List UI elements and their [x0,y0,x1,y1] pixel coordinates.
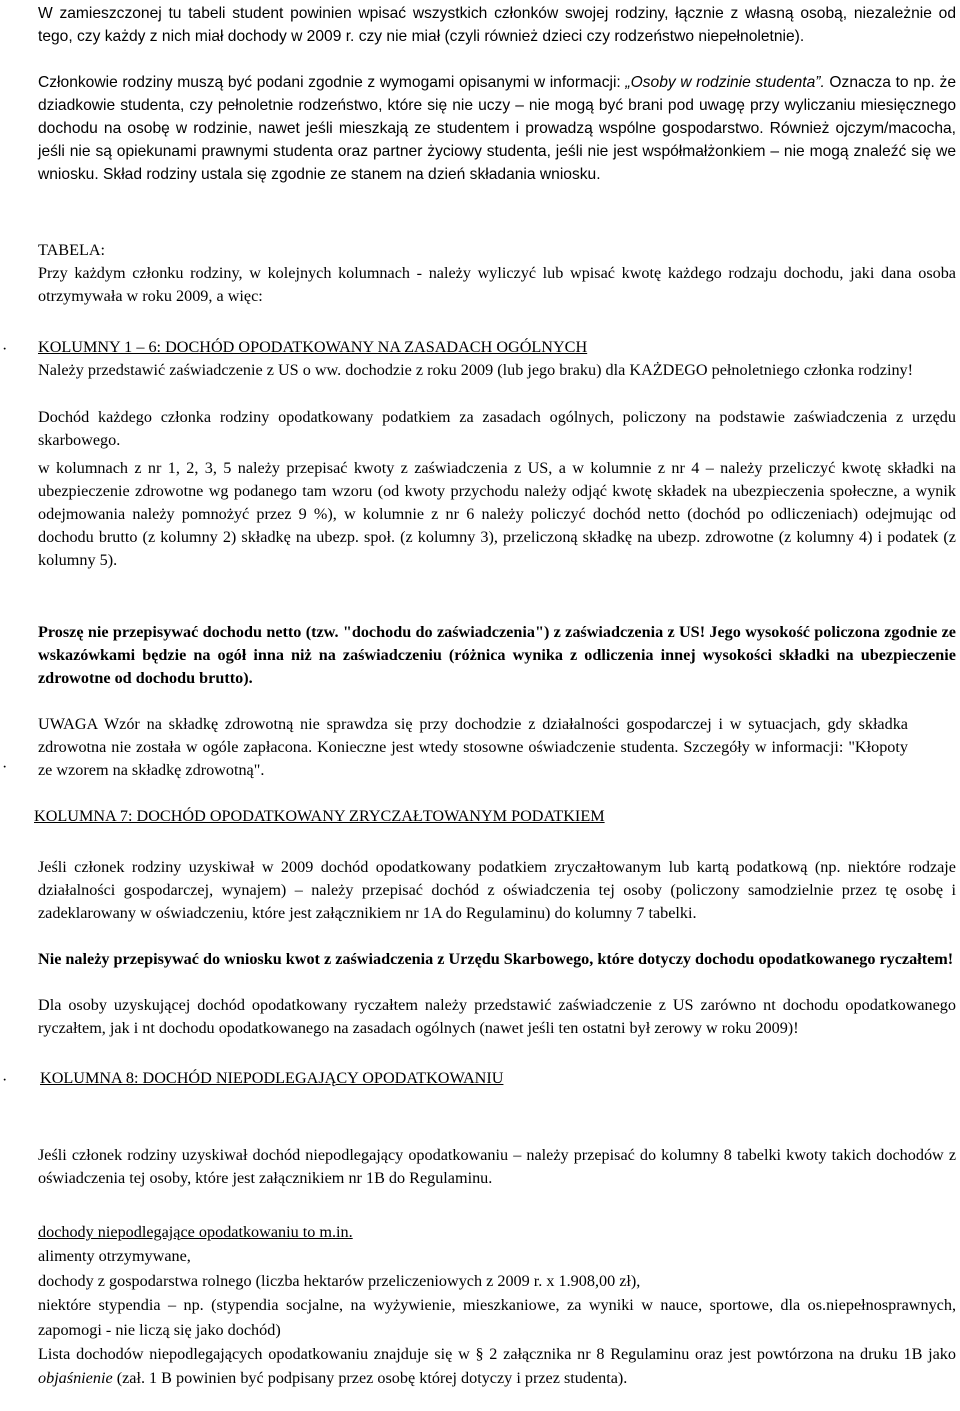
col1-6-bold-note: Proszę nie przepisywać dochodu netto (tzw. "dochodu do zaświadczenia") z zaświadczenia z US! Jego wysokość policzona zgodnie ze wskazówkami będzie na ogół inna niż na zaświadczeniu (różnica wynika z odliczenia innej wysokości składki na ubezpieczenie zdrowotne od dochodu brutto). [38,623,956,687]
list-item: niektóre stypendia – np. (stypendia socjalne, na wyżywienie, mieszkaniowe, za wyniki w nauce, sportowe, dla os.niepełnosprawnych, zapomogi - nie liczą się jako dochód) [38,1296,956,1339]
col7-paragraph-1: Jeśli członek rodziny uzyskiwał w 2009 dochód opodatkowany podatkiem zryczałtowanym lub kartą podatkową (np. niektóre rodzaje działalności gospodarczej, wynajem) – należy przepisać dochód z oświadczenia tej osoby (policzony samodzielnie przez tę osobę i zadeklarowany w oświadczeniu, które jest załącznikiem nr 1A do Regulaminu) do kolumny 7 tabelki. [38,858,956,922]
col1-6-paragraph-3: w kolumnach z nr 1, 2, 3, 5 należy przepisać kwoty z zaświadczenia z US, a w kolumnie z nr 4 – należy przeliczyć kwotę składki na ubezpieczenie zdrowotne wg podanego tam wzoru (od kwoty przychodu należy odjąć kwotę składek na ubezpieczenia społeczne, a wynik odejmowania należy pomnożyć przez 9 %), w kolumnie z nr 6 należy policzyć dochód netto (dochód po odliczeniach) odejmując od dochodu brutto (z kolumny 2) składkę na ubezp. społ. (z kolumny 3), przeliczoną składkę na ubezp. zdrowotne (z kolumny 4) i podatek (z kolumny 5). [38,459,956,569]
bullet: · [2,1072,8,1089]
section-title-col8: KOLUMNA 8: DOCHÓD NIEPODLEGAJĄCY OPODATKOWANIU [40,1069,504,1087]
col7-bold-note: Nie należy przepisywać do wniosku kwot z zaświadczenia z Urzędu Skarbowego, które dotyczy dochodu opodatkowanego ryczałtem! [38,950,954,968]
section-heading-col1-6 [38,336,587,359]
intro-p3-text: że dziadkowie studenta, czy pełnoletnie rodzeństwo, które się nie uczy – nie mogą być brani pod uwagę przy wyliczaniu miesięcznego dochodu na osobę w rodzinie, nawet jeśli mieszkają ze studentem i prowadzą wspólne gospodarstwo. Również ojczym/macocha, jeśli nie są opiekunami prawnymi studenta oraz partner życiowy studenta, jeśli nie jest współmałżonkiem – nie mogą znaleźć się we wniosku. Skład rodziny ustala się zgodnie ze stanem na dzień składania wniosku. [38,74,956,183]
col8-paragraph-1: Jeśli członek rodziny uzyskiwał dochód niepodlegający opodatkowaniu – należy przepisać do kolumny 8 tabelki kwoty takich dochodów z oświadczenia tej osoby, które jest załącznikiem nr 1B do Regulaminu. [38,1146,956,1187]
bullet: · [2,759,8,776]
intro-p2-italic: „Osoby w rodzinie studenta”. [625,74,825,91]
last-tail: (zał. 1 B powinien być podpisany przez osobę której dotyczy i przez studenta). [112,1369,628,1388]
intro-p2-tail: Oznacza to np. [824,74,935,91]
list-title: dochody niepodlegające opodatkowaniu to m.in. [38,1223,353,1241]
list-last-paragraph [38,1342,956,1391]
col7-paragraph-2: Dla osoby uzyskującej dochód opodatkowany ryczałtem należy przedstawić zaświadczenie z US zarówno nt dochodu opodatkowanego ryczałtem, jak i nt dochodu opodatkowanego na zasadach ogólnych (nawet jeśli ten ostatni był zerowy w roku 2009)! [38,996,956,1037]
col1-6-paragraph-2: Dochód każdego członka rodziny opodatkowany podatkiem za zasadach ogólnych, policzony na podstawie zaświadczenia z urzędu skarbowego. [38,408,956,449]
tabela-label: TABELA: [38,241,106,259]
col1-6-paragraph-1: Należy przedstawić zaświadczenie z US o ww. dochodzie z roku 2009 (lub jego braku) dla KAŻDEGO pełnoletniego członka rodziny! [38,361,914,379]
col1-6-uwaga: UWAGA Wzór na składkę zdrowotną nie sprawdza się przy dochodzie z działalności gospodarczej i w sytuacjach, gdy składka zdrowotna nie została w ogóle zapłacona. Konieczne jest wtedy stosowne oświadczenie studenta. Szczegóły w informacji: "Kłopoty ze wzorem na składkę zdrowotną". [38,715,908,779]
intro-p2-text: Członkowie rodziny muszą być podani zgodnie z wymogami opisanymi w informacji: [38,74,626,91]
list-item: alimenty otrzymywane, [38,1247,191,1266]
non-taxable-income-list [38,1220,956,1391]
intro-paragraph-2 [38,71,956,186]
tabela-text: Przy każdym członku rodziny, w kolejnych kolumnach - należy wyliczyć lub wpisać kwotę każdego rodzaju dochodu, jaki dana osoba otrzymywała w roku 2009, a więc: [38,264,956,305]
section-heading-col8 [40,1067,503,1090]
section-title-col7: KOLUMNA 7: DOCHÓD OPODATKOWANY ZRYCZAŁTOWANYM PODATKIEM [34,807,605,825]
list-item: dochody z gospodarstwa rolnego (liczba hektarów przeliczeniowych z 2009 r. x 1.908,00 zł), [38,1271,641,1290]
last-text: Lista dochodów niepodlegających opodatkowaniu znajduje się w § 2 załącznika nr 8 Regulaminu oraz jest powtórzona na druku 1B jako [38,1345,956,1364]
bullet: · [2,341,8,358]
section-title-col1-6: KOLUMNY 1 – 6: DOCHÓD OPODATKOWANY NA ZASADACH OGÓLNYCH [38,338,588,356]
section-heading-col7 [34,805,605,828]
intro-paragraph-1: W zamieszczonej tu tabeli student powinien wpisać wszystkich członków swojej rodziny, łącznie z własną osobą, niezależnie od tego, czy każdy z nich miał dochody w 2009 r. czy nie miał (czyli również dzieci czy rodzeństwo niepełnoletnie). [38,5,956,45]
last-italic: objaśnienie [38,1369,113,1388]
